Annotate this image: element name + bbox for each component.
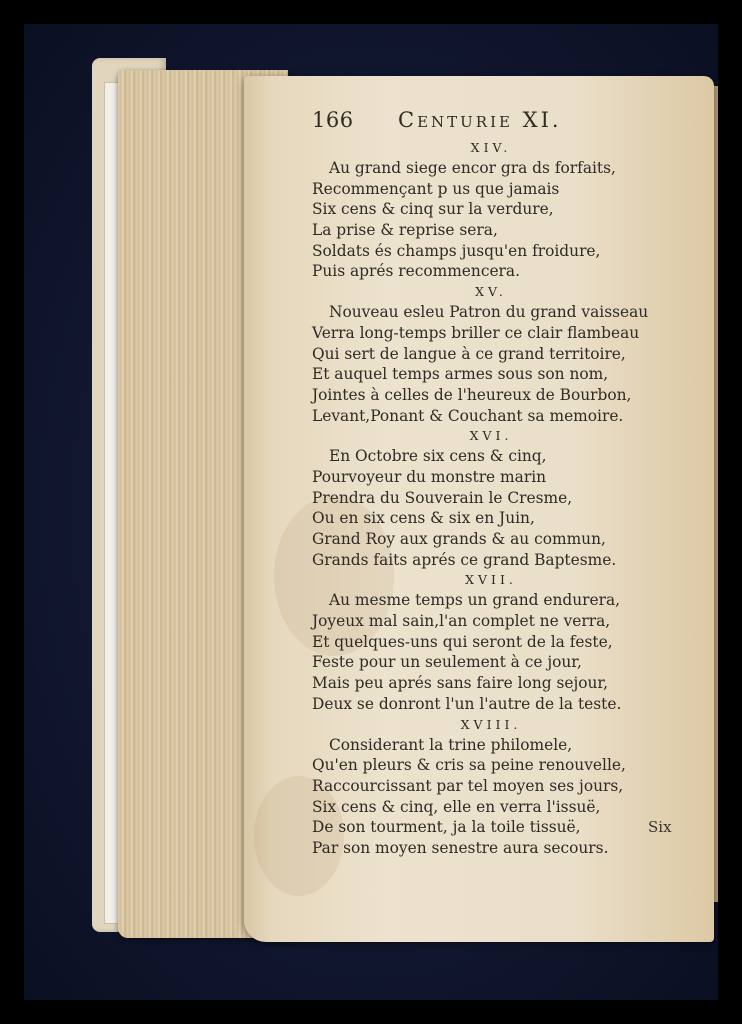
stanza: [312, 282, 692, 426]
page-number: 166: [312, 108, 354, 132]
verse-line: Deux se donront l'un l'autre de la teste.: [312, 694, 622, 713]
verse-line: Six cens & cinq sur la verdure,: [312, 200, 554, 219]
verse-line: Grands faits aprés ce grand Baptesme.: [312, 550, 617, 569]
verse-line: De son tourment, ja la toile tissuë,: [312, 818, 581, 837]
stanza: [312, 426, 692, 570]
verse-line: Jointes à celles de l'heureux de Bourbon,: [312, 385, 632, 404]
verse-line: La prise & reprise sera,: [312, 221, 498, 240]
verse-line: Considerant la trine philomele,: [329, 735, 573, 754]
stanza-numeral: XVIII.: [460, 716, 522, 732]
verse-line: Et auquel temps armes sous son nom,: [312, 365, 609, 384]
verse-line: Pourvoyeur du monstre marin: [312, 467, 547, 486]
verse-line: Grand Roy aux grands & au commun,: [312, 530, 606, 548]
verse-line: Verra long-temps briller ce clair flambeau: [312, 323, 640, 342]
running-title: Centurie XI.: [398, 108, 562, 132]
verse-line: Puis aprés recommencera.: [312, 262, 520, 281]
verse-line: Joyeux mal sain,l'an complet ne verra,: [312, 612, 611, 631]
verse-line: Mais peu aprés sans faire long sejour,: [312, 674, 608, 693]
verse-line: Soldats és champs jusqu'en froidure,: [312, 241, 601, 260]
stanza-numeral: XVII.: [465, 572, 517, 588]
stanza-numeral: XVI.: [469, 428, 513, 444]
running-head: [312, 108, 692, 138]
verse-line: Au mesme temps un grand endurera,: [329, 591, 621, 610]
verse-line: Raccourcissant par tel moyen ses jours,: [312, 776, 624, 795]
catchword: Six: [648, 818, 672, 836]
verse-line: Par son moyen senestre aura secours.: [312, 838, 609, 857]
verse-line: Qu'en pleurs & cris sa peine renouvelle,: [312, 756, 626, 775]
verse-line: Ou en six cens & six en Juin,: [312, 509, 535, 528]
verse-line: Au grand siege encor gra ds forfaits,: [329, 159, 616, 177]
verse-line: Et quelques-uns qui seront de la feste,: [312, 632, 613, 651]
verse-line: Qui sert de langue à ce grand territoire,: [312, 344, 626, 363]
stanza-numeral: XV.: [475, 284, 507, 300]
verse-line: Levant,Ponant & Couchant sa memoire.: [312, 406, 624, 425]
verse-line: Six cens & cinq, elle en verra l'issuë,: [312, 797, 601, 816]
verse-line: Prendra du Souverain le Cresme,: [312, 488, 573, 507]
verse-line: Nouveau esleu Patron du grand vaisseau: [329, 303, 649, 322]
stanza-numeral: XIV.: [470, 140, 512, 155]
stanza: [312, 570, 692, 714]
verse-line: Recommençant p us que jamais: [312, 179, 560, 198]
stanza: [312, 715, 692, 859]
verse-line: Feste pour un seulement à ce jour,: [312, 653, 582, 672]
stanza: [312, 138, 692, 282]
verse-line: En Octobre six cens & cinq,: [329, 447, 547, 466]
verse-text: [312, 138, 692, 859]
